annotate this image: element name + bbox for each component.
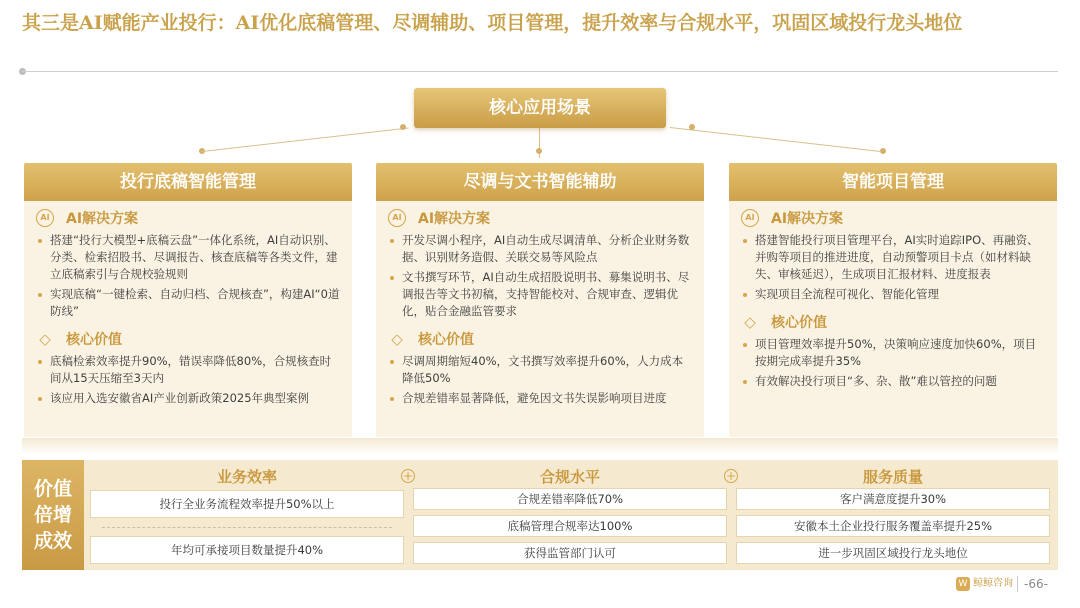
metric-box: 底稿管理合规率达100% (413, 515, 727, 537)
scenario-card-project-management (729, 163, 1057, 437)
metric-box: 投行全业务流程效率提升50%以上 (90, 490, 404, 518)
column-title: 合规水平 (539, 468, 600, 486)
column-business-efficiency (90, 466, 404, 488)
dashed-divider (102, 527, 392, 528)
value-item: 有效解决投行项目“多、杂、散”难以管控的问题 (741, 373, 1047, 390)
diamond-icon: ◇ (39, 330, 51, 348)
page-title: 其三是AI赋能产业投行：AI优化底稿管理、尽调辅助、项目管理，提升效率与合规水平，巩固区域投行龙头地位 (22, 12, 963, 34)
metric-box: 进一步巩固区域投行龙头地位 (736, 542, 1050, 564)
title-rule (22, 71, 1058, 72)
connector-right (670, 127, 882, 152)
plus-icon: + (725, 469, 737, 483)
value-item: 底稿检索效率提升90%，错误率降低80%，合规核查时间从15天压缩至3天内 (36, 353, 342, 387)
metric-box: 客户满意度提升30% (736, 488, 1050, 510)
metric-box: 年均可承接项目数量提升40% (90, 536, 404, 564)
core-value-heading (36, 328, 342, 350)
column-title: 业务效率 (216, 468, 277, 486)
value-results-band (22, 460, 1058, 570)
ai-chip-icon: AI (36, 209, 54, 227)
card-header: 投行底稿智能管理 (24, 163, 352, 201)
value-results-label (22, 460, 84, 570)
ai-solution-heading (741, 207, 1047, 229)
metric-box: 获得监管部门认可 (413, 542, 727, 564)
ai-solution-heading (36, 207, 342, 229)
brand-logo: W (956, 577, 970, 591)
value-item: 该应用入选安徽省AI产业创新政策2025年典型案例 (36, 390, 342, 407)
connector-dot-center (536, 148, 542, 154)
scenario-card-draft-management (24, 163, 352, 437)
core-value-title: 核心价值 (66, 332, 122, 348)
metric-box: 合规差错率降低70% (413, 488, 727, 510)
value-item: 项目管理效率提升50%，决策响应速度加快60%，项目按期完成率提升35% (741, 336, 1047, 370)
ai-solution-heading (388, 207, 694, 229)
core-value-title: 核心价值 (418, 332, 474, 348)
footer-divider (1017, 576, 1018, 592)
metric-box: 安徽本土企业投行服务覆盖率提升25% (736, 515, 1050, 537)
card-header: 尽调与文书智能辅助 (376, 163, 704, 201)
solution-item: 实现项目全流程可视化、智能化管理 (741, 286, 1047, 303)
value-label-line: 价值 (33, 478, 72, 500)
card-header: 智能项目管理 (729, 163, 1057, 201)
core-value-title: 核心价值 (771, 315, 827, 331)
solution-item: 开发尽调小程序，AI自动生成尽调清单、分析企业财务数据、识别财务造假、关联交易等风险点 (388, 232, 694, 266)
ai-solution-title: AI解决方案 (771, 211, 844, 227)
card-shadow-band (22, 438, 1058, 454)
connector-dot-left-end (400, 124, 406, 130)
page-number: -66- (1024, 577, 1048, 591)
solution-item: 文书撰写环节，AI自动生成招股说明书、募集说明书、尽调报告等文书初稿，支持智能校对、合规审查、逻辑优化，贴合金融监管要求 (388, 269, 694, 320)
column-service-quality (736, 466, 1050, 488)
solution-item: 搭建“投行大模型+底稿云盘”一体化系统，AI自动识别、分类、检索招股书、尽调报告、核查底稿等各类文件，建立底稿索引与合规校验规则 (36, 232, 342, 283)
solution-item: 实现底稿“一键检索、自动归档、合规核查”，构建AI“0道防线” (36, 286, 342, 320)
value-item: 合规差错率显著降低，避免因文书失误影响项目进度 (388, 390, 694, 407)
value-label-line: 倍增 (33, 504, 72, 526)
ai-chip-icon: AI (388, 209, 406, 227)
scenario-card-due-diligence (376, 163, 704, 437)
solution-item: 搭建智能投行项目管理平台，AI实时追踪IPO、再融资、并购等项目的推进进度，自动预警项目卡点（如材料缺失、审核延迟），生成项目汇报材料、进度报表 (741, 232, 1047, 283)
ai-chip-icon: AI (741, 209, 759, 227)
core-scenario-hub: 核心应用场景 (414, 88, 666, 128)
core-value-heading (741, 311, 1047, 333)
column-title: 服务质量 (862, 468, 923, 486)
plus-icon: + (402, 469, 414, 483)
value-label-line: 成效 (33, 530, 72, 552)
diamond-icon: ◇ (744, 313, 756, 331)
diamond-icon: ◇ (391, 330, 403, 348)
brand-name: 鲸鲸咨询 (973, 578, 1013, 589)
ai-solution-title: AI解决方案 (66, 211, 139, 227)
ai-solution-title: AI解决方案 (418, 211, 491, 227)
connector-dot-right-end (689, 124, 695, 130)
core-value-heading (388, 328, 694, 350)
value-item: 尽调周期缩短40%，文书撰写效率提升60%，人力成本降低50% (388, 353, 694, 387)
connector-left (202, 127, 409, 152)
column-compliance-level (413, 466, 727, 488)
